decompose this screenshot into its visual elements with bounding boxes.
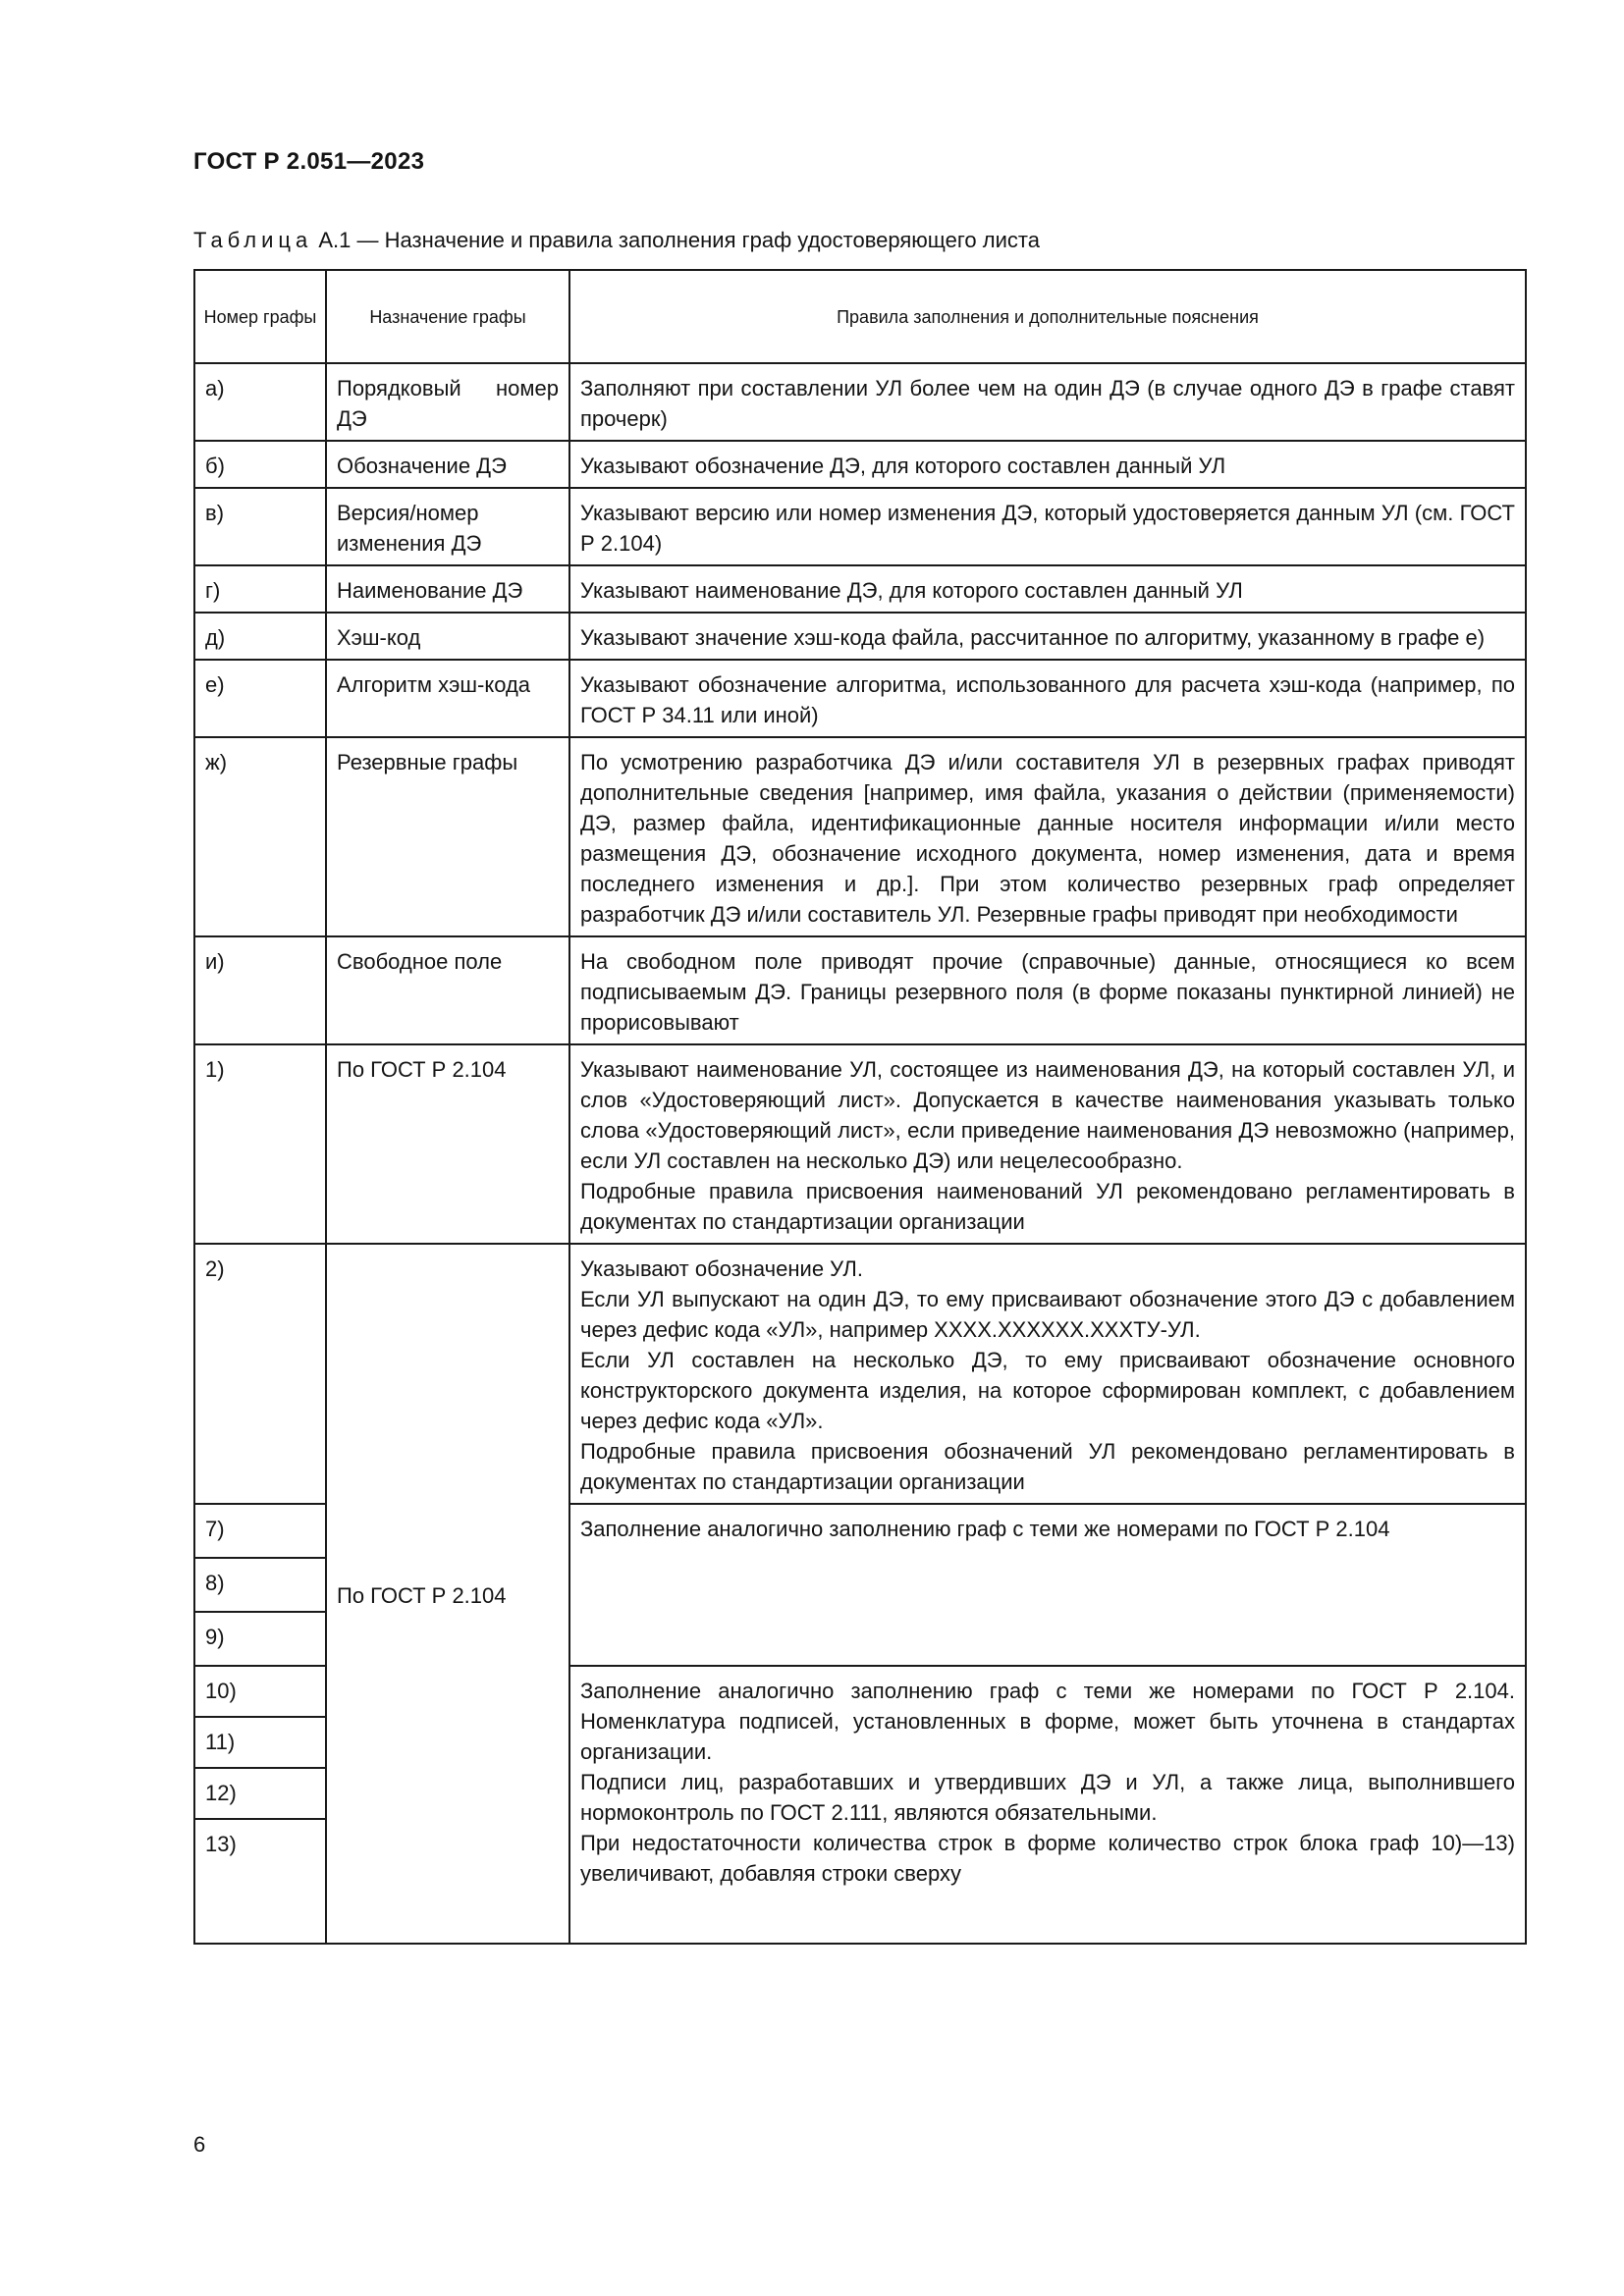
table-row bbox=[194, 565, 1526, 613]
row-rules: Указывают наименование ДЭ, для которого составлен данный УЛ bbox=[569, 565, 1526, 613]
row-rules: На свободном поле приводят прочие (справочные) данные, относящиеся ко всем подписываемым ДЭ. Границы резервного поля (в форме показаны пунктирной линией) не прорисовывают bbox=[569, 936, 1526, 1044]
rules-paragraph: Указывают обозначение УЛ. bbox=[580, 1256, 863, 1281]
row-number: 9) bbox=[194, 1612, 326, 1666]
table-row bbox=[194, 363, 1526, 441]
merged-purpose-cell: По ГОСТ Р 2.104 bbox=[326, 1244, 569, 1944]
row-rules: Заполняют при составлении УЛ более чем на один ДЭ (в случае одного ДЭ в графе ставят прочерк) bbox=[569, 363, 1526, 441]
row-purpose: Резервные графы bbox=[326, 737, 569, 936]
table-caption bbox=[193, 228, 1040, 253]
row-purpose: Алгоритм хэш-кода bbox=[326, 660, 569, 737]
page-number: 6 bbox=[193, 2132, 206, 2157]
rules-paragraph: Заполнение аналогично заполнению граф с теми же номерами по ГОСТ Р 2.104. Номенклатура подписей, установленных в форме, может быть уточнена в стандартах организации. bbox=[580, 1679, 1515, 1764]
row-purpose: Наименование ДЭ bbox=[326, 565, 569, 613]
row-number: б) bbox=[194, 441, 326, 488]
row-rules: По усмотрению разработчика ДЭ и/или составителя УЛ в резервных графах приводят дополнительные сведения [например, имя файла, указания о действии (применяемости) ДЭ, размер файла, идентификационные данные носителя информации и/или место размещения ДЭ, обозначение исходного документа, номер изменения, дата и время последнего изменения и др.]. При этом количество резервных граф определяет разработчик ДЭ и/или составитель УЛ. Резервные графы приводят при необходимости bbox=[569, 737, 1526, 936]
column-header-purpose: Назначение графы bbox=[326, 270, 569, 363]
rules-table bbox=[193, 269, 1527, 1945]
row-number: а) bbox=[194, 363, 326, 441]
table-row bbox=[194, 441, 1526, 488]
rules-paragraph: Указывают наименование УЛ, состоящее из наименования ДЭ, на который составлен УЛ, и слов «Удостоверяющий лист». Допускается в качестве наименования указывать только слова «Удостоверяющий лист», если приведение наименования ДЭ невозможно (например, если УЛ составлен на несколько ДЭ) или нецелесообразно. bbox=[580, 1057, 1515, 1173]
table-header-row bbox=[194, 270, 1526, 363]
row-rules: Заполнение аналогично заполнению граф с теми же номерами по ГОСТ Р 2.104 bbox=[569, 1504, 1526, 1666]
table-caption-prefix: Таблица bbox=[193, 228, 313, 252]
column-header-number: Номер графы bbox=[194, 270, 326, 363]
table-row bbox=[194, 737, 1526, 936]
row-number: в) bbox=[194, 488, 326, 565]
row-purpose: Хэш-код bbox=[326, 613, 569, 660]
row-number: 12) bbox=[194, 1768, 326, 1819]
row-number: е) bbox=[194, 660, 326, 737]
row-number: 13) bbox=[194, 1819, 326, 1944]
rules-paragraph: Если УЛ выпускают на один ДЭ, то ему присваивают обозначение этого ДЭ с добавлением через дефис кода «УЛ», например ХХХХ.ХХХХХХ.ХХХТУ-УЛ. bbox=[580, 1287, 1515, 1342]
rules-paragraph: При недостаточности количества строк в форме количество строк блока граф 10)—13) увеличивают, добавляя строки сверху bbox=[580, 1831, 1515, 1886]
row-purpose: Версия/номер изменения ДЭ bbox=[326, 488, 569, 565]
row-rules: Указывают значение хэш-кода файла, рассчитанное по алгоритму, указанному в графе е) bbox=[569, 613, 1526, 660]
row-number: ж) bbox=[194, 737, 326, 936]
row-number: 8) bbox=[194, 1558, 326, 1612]
row-purpose: Порядковый номер ДЭ bbox=[326, 363, 569, 441]
rules-paragraph: Подробные правила присвоения обозначений УЛ рекомендовано регламентировать в документах по стандартизации организации bbox=[580, 1439, 1515, 1494]
row-number: г) bbox=[194, 565, 326, 613]
rules-paragraph: Если УЛ составлен на несколько ДЭ, то ему присваивают обозначение основного конструкторского документа изделия, на которое сформирован комплект, с добавлением через дефис кода «УЛ». bbox=[580, 1348, 1515, 1433]
row-number: 1) bbox=[194, 1044, 326, 1244]
row-rules: Указывают обозначение ДЭ, для которого составлен данный УЛ bbox=[569, 441, 1526, 488]
table-row bbox=[194, 660, 1526, 737]
row-number: 7) bbox=[194, 1504, 326, 1558]
row-number: и) bbox=[194, 936, 326, 1044]
row-rules: Указывают версию или номер изменения ДЭ, который удостоверяется данным УЛ (см. ГОСТ Р 2.104) bbox=[569, 488, 1526, 565]
row-rules: Указывают обозначение алгоритма, использованного для расчета хэш-кода (например, по ГОСТ Р 34.11 или иной) bbox=[569, 660, 1526, 737]
rules-paragraph: Подробные правила присвоения наименований УЛ рекомендовано регламентировать в документах по стандартизации организации bbox=[580, 1179, 1515, 1234]
table-row bbox=[194, 1044, 1526, 1244]
row-number: д) bbox=[194, 613, 326, 660]
table-row bbox=[194, 1244, 1526, 1504]
table-row bbox=[194, 488, 1526, 565]
row-purpose: Свободное поле bbox=[326, 936, 569, 1044]
column-header-rules: Правила заполнения и дополнительные пояснения bbox=[569, 270, 1526, 363]
row-number: 11) bbox=[194, 1717, 326, 1768]
row-rules bbox=[569, 1244, 1526, 1504]
table-row bbox=[194, 936, 1526, 1044]
document-code: ГОСТ Р 2.051—2023 bbox=[193, 148, 425, 175]
rules-paragraph: Подписи лиц, разработавших и утвердивших ДЭ и УЛ, а также лица, выполнившего нормоконтроль по ГОСТ 2.111, являются обязательными. bbox=[580, 1770, 1515, 1825]
row-purpose: По ГОСТ Р 2.104 bbox=[326, 1044, 569, 1244]
row-number: 2) bbox=[194, 1244, 326, 1504]
table-caption-text: А.1 — Назначение и правила заполнения граф удостоверяющего листа bbox=[312, 228, 1040, 252]
table-row bbox=[194, 613, 1526, 660]
row-rules bbox=[569, 1666, 1526, 1944]
row-number: 10) bbox=[194, 1666, 326, 1717]
row-rules bbox=[569, 1044, 1526, 1244]
row-purpose: Обозначение ДЭ bbox=[326, 441, 569, 488]
